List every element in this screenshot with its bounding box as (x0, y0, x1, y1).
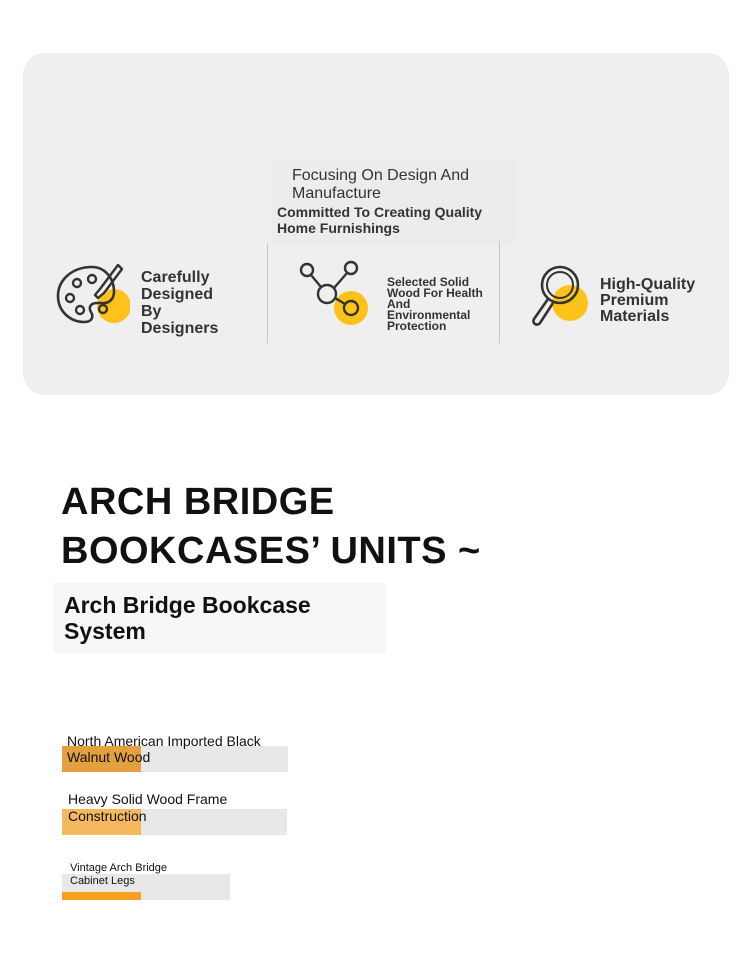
feature-label-designers: Carefully Designed By Designers (141, 269, 219, 337)
molecule-icon (296, 259, 376, 327)
intro-box (272, 160, 517, 244)
intro-tagline: Committed To Creating Quality Home Furnishings (277, 204, 483, 236)
feature-label-materials: High-Quality Premium Materials (600, 276, 696, 325)
feature-label-solid-wood: Selected Solid Wood For Health And Environmental Protection (387, 275, 483, 333)
title-line-2: BOOKCASES’ UNITS ~ (61, 530, 481, 572)
intro-heading: Focusing On Design And Manufacture (292, 167, 469, 202)
page-title (61, 478, 481, 576)
features-card (23, 53, 729, 395)
highlight-label: Heavy Solid Wood Frame Construction (68, 791, 228, 824)
palette-icon (54, 261, 130, 331)
magnifier-icon (526, 261, 598, 331)
divider (499, 241, 500, 343)
divider (267, 243, 268, 343)
subtitle: Arch Bridge Bookcase System (64, 592, 311, 644)
subtitle-box (53, 583, 386, 653)
highlight-bar-fill (62, 892, 141, 900)
title-line-1: ARCH BRIDGE (61, 481, 335, 523)
highlight-label: Vintage Arch Bridge Cabinet Legs (70, 862, 168, 887)
highlight-label: North American Imported Black Walnut Wood (67, 733, 261, 765)
